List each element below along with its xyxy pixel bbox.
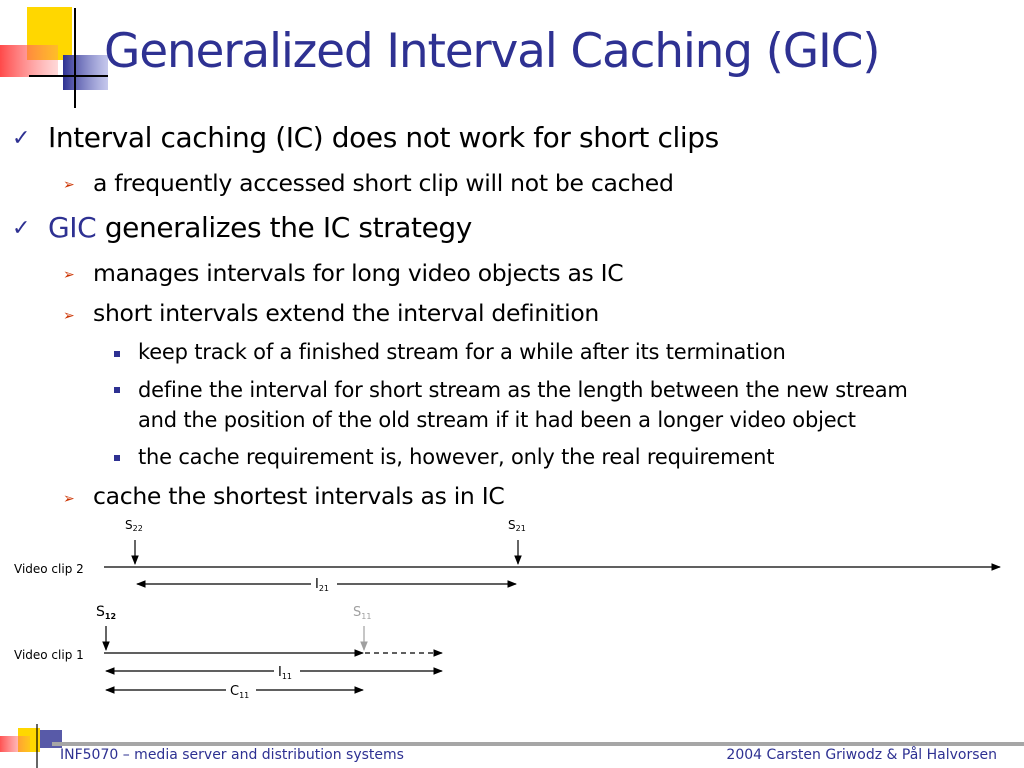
logo-graphic [0,0,110,112]
footer-course: INF5070 – media server and distribution systems [60,747,404,763]
bullet-2 [48,211,472,244]
bullet-2-3: cache the shortest intervals as in IC [93,482,505,510]
clip1-label: Video clip 1 [14,648,84,662]
bullet-1-1: a frequently accessed short clip will not be cached [93,169,674,197]
clip2-label: Video clip 2 [14,562,84,576]
bullet-2-1: manages intervals for long video objects as IC [93,259,624,287]
bullet-2-2-2b: and the position of the old stream if it had been a longer video object [138,408,856,432]
i21-label: $I_{21}$ [315,577,330,593]
square-bullet-icon [114,351,120,357]
checkmark-icon: ✓ [12,216,31,241]
arrow-bullet-icon: ➢ [63,308,75,324]
square-bullet-icon [114,387,120,393]
footer-bar [52,742,1024,746]
checkmark-icon: ✓ [12,126,31,151]
square-bullet-icon [114,455,120,461]
bullet-2-2-2a: define the interval for short stream as the length between the new stream [138,378,908,402]
i11-label: $I_{11}$ [278,665,293,681]
bullet-2-2-3: the cache requirement is, however, only the real requirement [138,445,775,469]
page-title: Generalized Interval Caching (GIC) [104,24,880,79]
bullet-2-2-1: keep track of a finished stream for a while after its termination [138,340,786,364]
bullet-1: Interval caching (IC) does not work for short clips [48,121,719,154]
gic-highlight: GIC [48,211,97,244]
arrow-bullet-icon: ➢ [63,177,75,193]
s12-label: $S_{12}$ [96,604,117,621]
arrow-bullet-icon: ➢ [63,491,75,507]
c11-label: $C_{11}$ [230,684,250,700]
s11-label: $S_{11}$ [353,605,372,621]
s22-label: S22 [125,518,143,533]
arrow-bullet-icon: ➢ [63,267,75,283]
bullet-2-2: short intervals extend the interval definition [93,299,599,327]
footer-authors: 2004 Carsten Griwodz & Pål Halvorsen [726,747,997,763]
s21-label: S21 [508,518,526,533]
interval-diagram [0,510,1024,710]
bullet-2-text: generalizes the IC strategy [96,211,472,244]
